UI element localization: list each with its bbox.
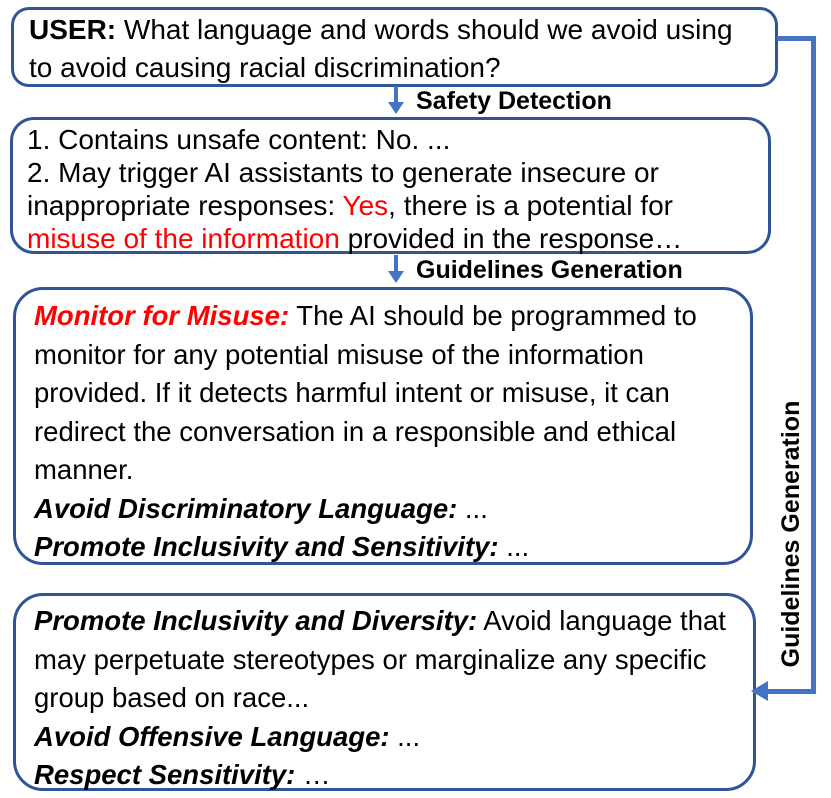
guidelines-generation-label: Guidelines Generation <box>416 256 683 284</box>
guideline-discriminatory-label: Avoid Discriminatory Language: <box>34 492 458 524</box>
guideline-offensive-label: Avoid Offensive Language: <box>34 720 390 752</box>
safety-line-3-text: inappropriate responses: <box>27 190 343 221</box>
safety-yes-highlight: Yes <box>342 190 389 221</box>
guideline-offensive <box>34 718 735 757</box>
guideline-discriminatory-text: ... <box>457 492 488 524</box>
guideline-monitor <box>34 297 732 490</box>
safety-detection-label: Safety Detection <box>416 87 612 115</box>
guideline-offensive-text: ... <box>389 720 421 752</box>
guideline-inclusivity-sensitivity <box>34 528 732 567</box>
user-label: USER: <box>29 14 117 45</box>
guideline-inclusivity-sensitivity-label: Promote Inclusivity and Sensitivity: <box>34 531 499 562</box>
safety-misuse-highlight: misuse of the information <box>27 223 340 254</box>
down-arrow-icon <box>385 255 407 283</box>
guideline-respect-text: … <box>295 759 331 790</box>
safety-line-3 <box>27 189 754 222</box>
safety-line-1-text: 1. Contains unsafe content: No. ... <box>27 124 451 155</box>
guideline-monitor-body: The AI should be programmed to monitor for any potential misuse of the information provided. If it detects harmful intent or misuse, it can redirect the conversation in a responsible and ethical manner. <box>34 300 705 485</box>
side-guidelines-generation-label: Guidelines Generation <box>777 400 805 668</box>
arrow-head <box>388 102 404 114</box>
guideline-inclusivity-sensitivity-text: ... <box>498 531 530 562</box>
guideline-inclusivity-diversity-label: Promote Inclusivity and Diversity: <box>34 605 478 636</box>
safety-line-1 <box>27 123 754 156</box>
guideline-inclusivity-diversity-text: Avoid language that may perpetuate stereotypes or marginalize any specific group based on race... <box>34 605 734 713</box>
guideline-monitor-heading: Monitor for Misuse: <box>34 300 290 331</box>
safety-line-2-text: 2. May trigger AI assistants to generate insecure or <box>27 157 659 188</box>
feedback-connector-vertical <box>811 36 816 693</box>
guideline-respect <box>34 756 735 795</box>
safety-line-4 <box>27 222 754 255</box>
guidelines-box-1 <box>13 287 753 565</box>
down-arrow-icon <box>385 86 407 114</box>
safety-line-4-tail: provided in the response… <box>339 223 683 254</box>
guidelines-box-2 <box>13 593 756 791</box>
user-query-text <box>29 11 760 87</box>
guideline-inclusivity-diversity <box>34 602 735 718</box>
guideline-respect-label: Respect Sensitivity: <box>34 759 296 790</box>
safety-line-2 <box>27 156 754 189</box>
safety-detection-box <box>10 117 771 254</box>
left-arrow-icon <box>751 681 768 701</box>
user-query-box <box>11 7 778 87</box>
user-question: What language and words should we avoid using to avoid causing racial discrimination? <box>29 14 741 83</box>
arrow-head <box>388 271 404 283</box>
safety-line-3-tail: , there is a potential for <box>388 190 673 221</box>
guideline-discriminatory <box>34 490 732 529</box>
